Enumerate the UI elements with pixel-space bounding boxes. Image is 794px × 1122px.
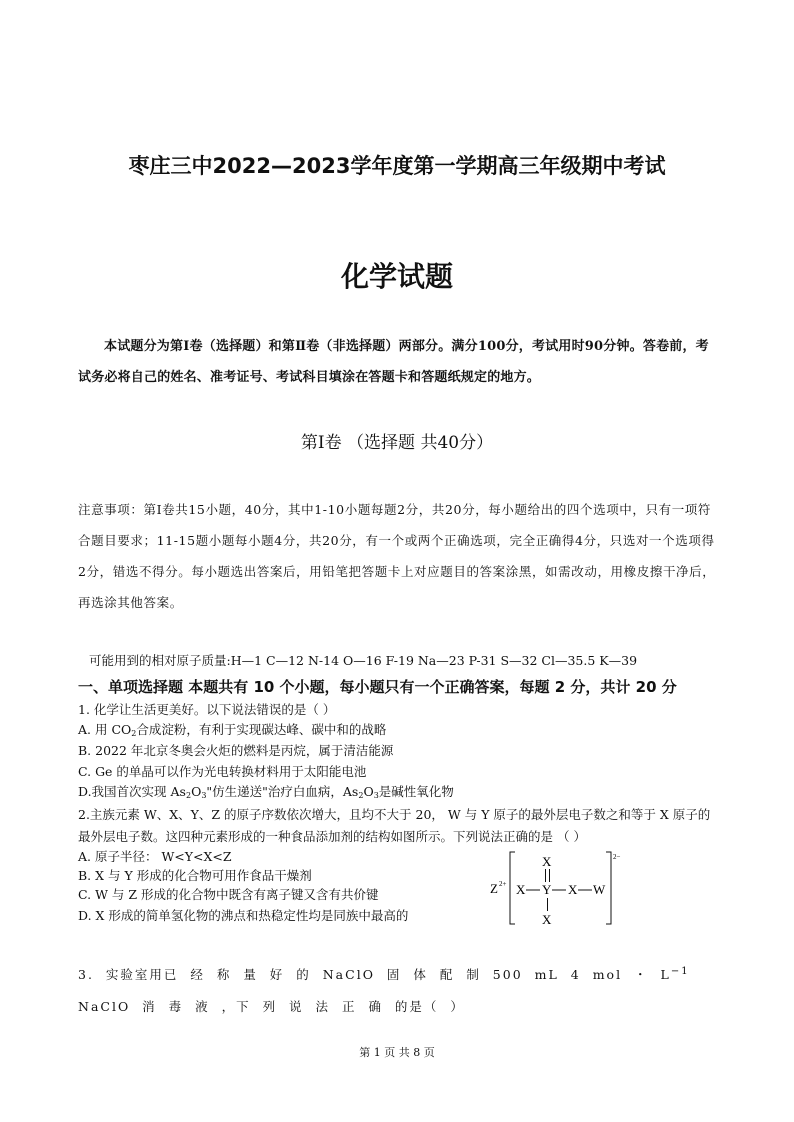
q1-d-5: 是碱性氧化物 [378,784,454,799]
q1-a-post: 合成淀粉，有利于实现碳达峰、碳中和的战略 [136,722,387,737]
q1-option-a [78,720,386,738]
section-heading: 第Ⅰ卷 （选择题 共40分） [300,433,494,453]
q2-option-c: C. W 与 Z 形成的化合物中既含有离子键又含有共价键 [78,887,379,902]
page-footer: 第 1 页 共 8 页 [359,1046,435,1059]
q3-stem-part1: 3. 实验室用已 经 称 量 好 的 NaClO 固 体 配 制 500 mL 4 mol ・ L [78,967,671,983]
q3-stem [78,956,718,1023]
q1-d-s3: 2 [358,791,364,800]
struct-atom-right1: X [568,882,578,897]
struct-cation-charge: 2+ [499,880,507,888]
atomic-masses: 可能用到的相对原子质量:H—1 C—12 N-14 O—16 F-19 Na—23 P-31 S—32 Cl—35.5 K—39 [89,653,638,668]
struct-atom-right2: W [593,882,606,897]
struct-atom-top: X [542,854,552,869]
q2-option-a: A. 原子半径： W<Y<X<Z [78,849,232,864]
struct-cation: Z [490,881,498,896]
struct-right-bracket [606,852,611,924]
subject-title: 化学试题 [340,260,453,293]
notice-paragraph: 注意事项：第Ⅰ卷共15小题，40分，其中1-10小题每题2分，共20分，每小题给出的四个选项中，只有一项符合题目要求；11-15题小题每小题4分，共20分，有一个或两个正确选项，完全正确得4分，只选对一个选项得2分，错选不得分。每小题选出答案后，用铅笔把答题卡上对应题目的答案涂黑，如需改动，用橡皮擦干净后，再选涂其他答案。 [78,502,716,610]
q2-option-b: B. X 与 Y 形成的化合物可用作食品干燥剂 [78,868,312,883]
q3-stem-sup: −1 [670,966,690,977]
q1-option-c: C. Ge 的单晶可以作为光电转换材料用于太阳能电池 [78,764,367,779]
q1-d-2: O [191,784,202,799]
struct-left-bracket [510,852,515,924]
exam-title: 枣庄三中2022—2023学年度第一学期高三年级期中考试 [128,154,666,178]
q1-d-4: O [363,784,374,799]
struct-atom-left: X [516,882,526,897]
q1-a-pre: A. 用 CO [78,722,132,737]
q1-d-s2: 3 [201,791,207,800]
q1-stem: 1. 化学让生活更美好。以下说法错误的是（ ） [78,702,336,717]
q1-a-sub: 2 [131,729,137,738]
q1-option-d [78,782,454,800]
struct-atom-bottom: X [542,912,552,927]
q2-structure-diagram [488,848,623,928]
exam-intro: 本试题分为第Ⅰ卷（选择题）和第Ⅱ卷（非选择题）两部分。满分100分，考试用时90分钟。答卷前，考试务必将自己的姓名、准考证号、考试科目填涂在答题卡和答题纸规定的地方。 [78,339,709,385]
q1-d-1: D.我国首次实现 As [78,784,186,799]
q1-option-b: B. 2022 年北京冬奥会火炬的燃料是丙烷，属于清洁能源 [78,743,394,758]
struct-atom-center: Y [542,882,552,897]
q1-d-s1: 2 [185,791,192,800]
q2-stem: 2.主族元素 W、X、Y、Z 的原子序数依次增大，且均不大于 20， W 与 Y 原子的最外层电子数之和等于 X 原子的最外层电子数。这四种元素形成的一种食品添加剂的结构如图所示。下列说法正确的是 （ ） [78,807,711,844]
q2-option-d: D. X 形成的简单氢化物的沸点和热稳定性均是同族中最高的 [78,908,409,923]
q3-stem-part2: NaClO 消 毒 液 ，下 列 说 法 正 确 的是（ ） [78,999,465,1015]
part1-heading: 一、单项选择题 本题共有 10 个小题，每小题只有一个正确答案，每题 2 分，共计 20 分 [78,678,677,696]
q1-d-s4: 3 [373,791,379,800]
q1-d-3: "仿生递送"治疗白血病，As [206,784,359,799]
struct-anion-charge: 2− [613,853,621,861]
